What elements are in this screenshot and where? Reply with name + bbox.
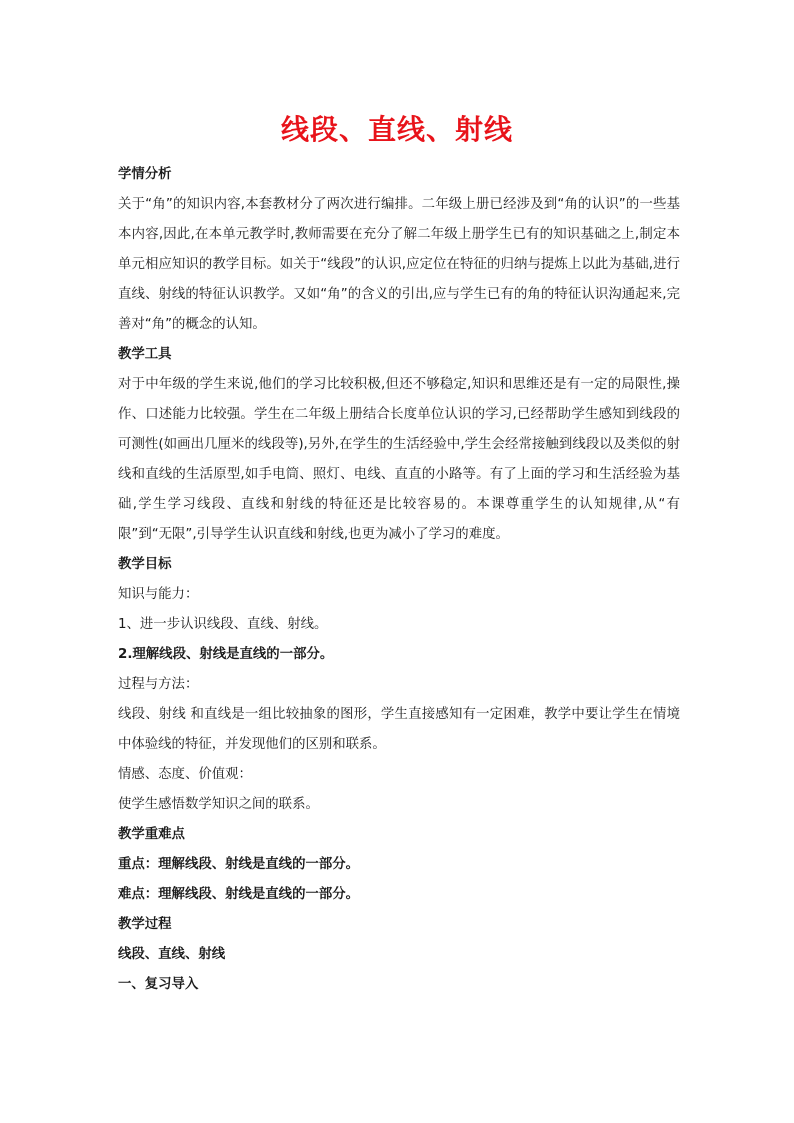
label-qinggan: 情感、态度、价值观： [118,767,252,782]
document-title: 线段、直线、射线 [280,113,513,146]
list-item-zhishi-2: 2.理解线段、射线是直线的一部分。 [118,647,334,662]
section-heading-process: 教学过程 [118,917,172,932]
paragraph-xueqing: 关于“角”的知识内容,本套教材分了两次进行编排。二年级上册已经涉及到“角的认识”的一些基本内容,因此,在本单元教学时,教师需要在充分了解二年级上册学生已有的知识基础之上,制定本单元相应知识的教学目标。如关于“线段”的认识,应定位在特征的归纳与提炼上以此为基础,进行直线、射线的特征认识教学。又如“角”的含义的引出,应与学生已有的角的特征认识沟通起来,完善对“角”的概念的认知。 [118,197,680,332]
section-heading-mubiao: 教学目标 [118,557,172,572]
paragraph-gongju: 对于中年级的学生来说,他们的学习比较积极,但还不够稳定,知识和思维还是有一定的局限性,操作、口述能力比较强。学生在二年级上册结合长度单位认识的学习,已经帮助学生感知到线段的可测性(如画出几厘米的线段等),另外,在学生的生活经验中,学生会经常接触到线段以及类似的射线和直线的生活原型,如手电筒、照灯、电线、直直的小路等。有了上面的学习和生活经验为基础,学生学习线段、直线和射线的特征还是比较容易的。本课尊重学生的认知规律,从“有限”到“无限”,引导学生认识直线和射线,也更为减小了学习的难度。 [118,377,680,542]
step-heading-1: 一、复习导入 [118,977,199,992]
list-item-zhishi-1: 1、进一步认识线段、直线、射线。 [118,617,328,632]
paragraph-guocheng: 线段、射线 和直线是一组比较抽象的图形，学生直接感知有一定困难，教学中要让学生在情境中体验线的特征，并发现他们的区别和联系。 [118,707,680,752]
section-heading-xueqing: 学情分析 [118,167,172,182]
lesson-title: 线段、直线、射线 [118,947,226,962]
section-heading-zhongnan: 教学重难点 [118,827,185,842]
paragraph-qinggan: 使学生感悟数学知识之间的联系。 [118,797,319,812]
difficult-point: 难点：理解线段、射线是直线的一部分。 [118,887,360,902]
document-body [118,160,680,1000]
label-zhishi: 知识与能力： [118,587,199,602]
key-point: 重点：理解线段、射线是直线的一部分。 [118,857,360,872]
section-heading-gongju: 教学工具 [118,347,172,362]
label-guocheng: 过程与方法： [118,677,199,692]
